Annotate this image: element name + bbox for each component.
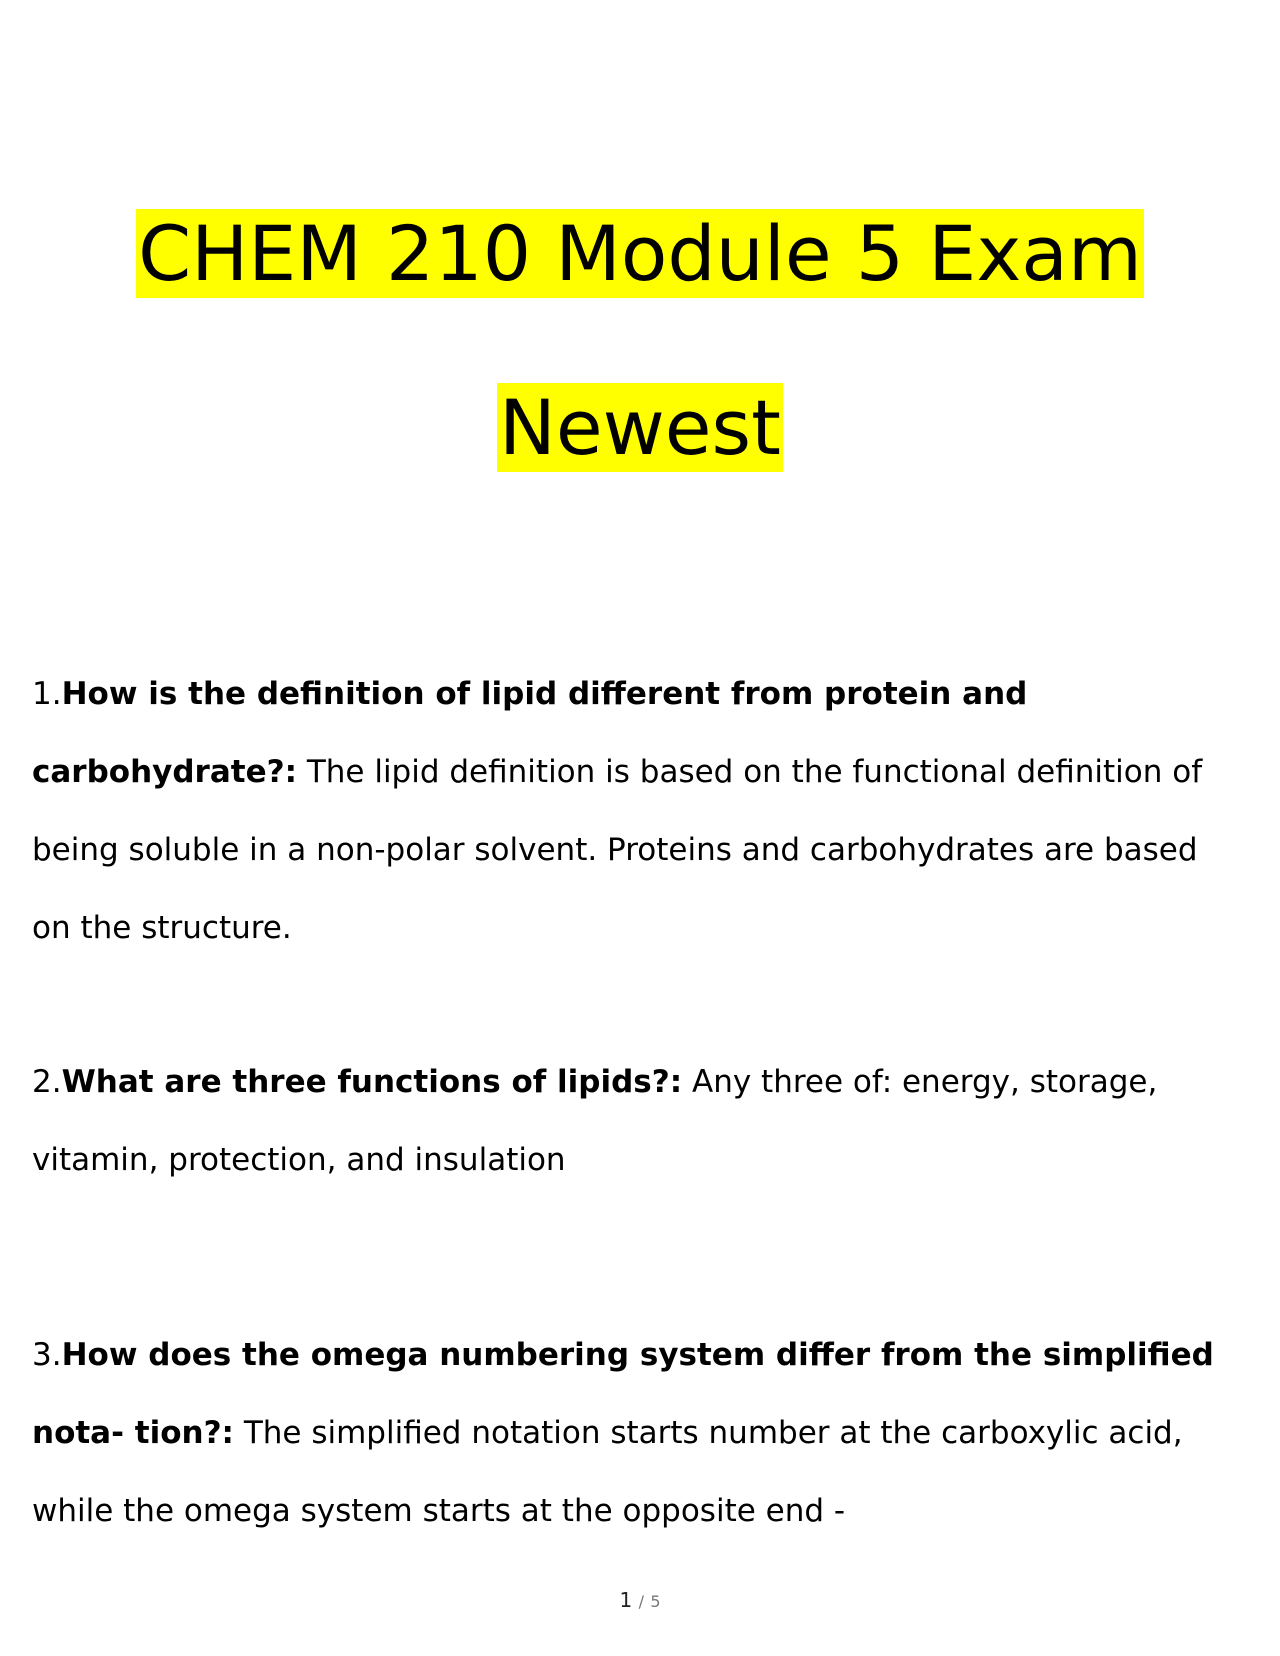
question-text: How does the omega numbering system differ from the simplified nota- tion?: [32,1337,1214,1451]
total-pages: 5 [650,1592,661,1611]
question-text: What are three functions of lipids?: [61,1064,683,1100]
title-highlight: Newest [499,383,781,472]
question-number: 1. [32,676,62,712]
question-text: How is the definition of lipid different from protein and carbohydrate?: [32,676,1028,790]
answer-text: Any three of: energy, storage, vitamin, protection, and insulation [32,1064,1158,1178]
question-number: 2. [32,1064,62,1100]
page-separator: / [638,1592,644,1611]
document-title-line-1 [0,210,1280,298]
answer-text: The simplified notation starts number at the carboxylic acid, while the omega system starts at the opposite end - [32,1415,1183,1529]
document-title-line-2 [0,384,1280,472]
question-number: 3. [32,1337,62,1373]
question-item-3 [32,1316,1222,1550]
answer-text: The lipid definition is based on the functional definition of being soluble in a non-polar solvent. Proteins and carbohydrates are based on the structure. [32,754,1203,946]
current-page-number: 1 [619,1588,633,1612]
question-item-2 [32,1043,1222,1199]
question-item-1 [32,655,1222,967]
page-indicator [0,1588,1280,1612]
title-highlight: CHEM 210 Module 5 Exam [138,209,1142,298]
